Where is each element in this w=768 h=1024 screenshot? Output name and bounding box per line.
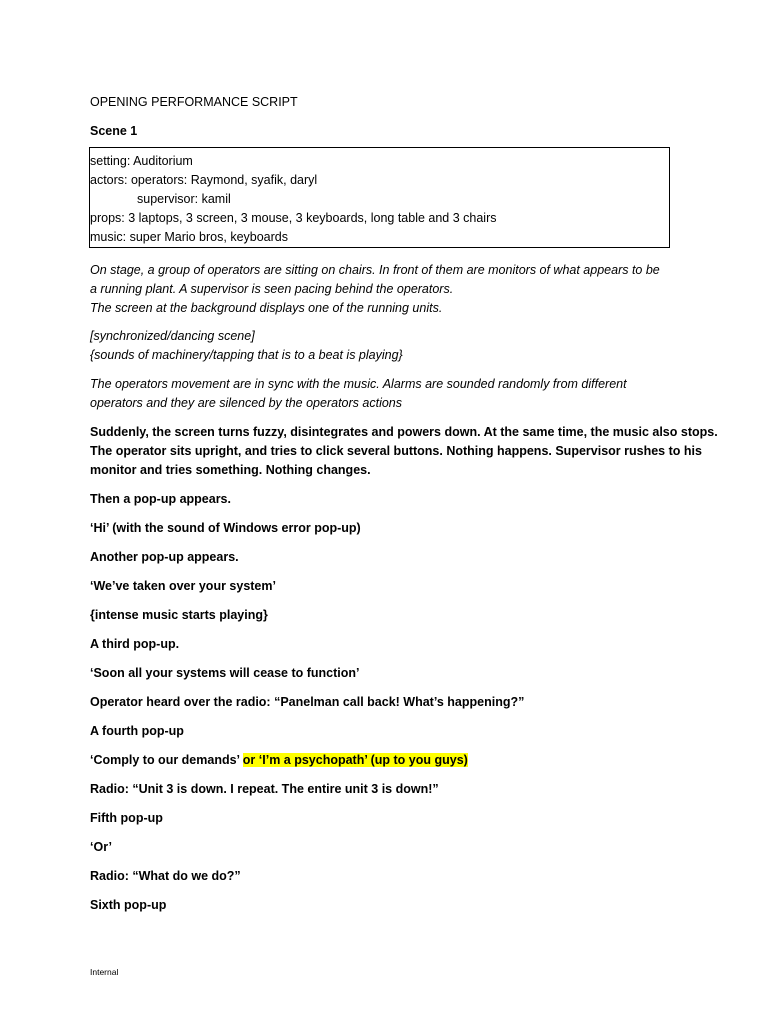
script-line: Radio: “Unit 3 is down. I repeat. The entire unit 3 is down!” xyxy=(90,782,439,796)
document-title: OPENING PERFORMANCE SCRIPT xyxy=(90,95,298,109)
script-line: Operator heard over the radio: “Panelman call back! What’s happening?” xyxy=(90,695,525,709)
stage-direction-line: The screen at the background displays one of the running units. xyxy=(90,301,443,315)
script-line: ‘Or’ xyxy=(90,840,112,854)
stage-direction-line: On stage, a group of operators are sitting on chairs. In front of them are monitors of what appears to be xyxy=(90,263,660,277)
stage-direction-line: {sounds of machinery/tapping that is to a beat is playing} xyxy=(90,348,403,362)
script-line: Fifth pop-up xyxy=(90,811,163,825)
props-line: props: 3 laptops, 3 screen, 3 mouse, 3 keyboards, long table and 3 chairs xyxy=(90,211,497,225)
script-line: A fourth pop-up xyxy=(90,724,184,738)
action-line: The operator sits upright, and tries to click several buttons. Nothing happens. Supervisor rushes to his xyxy=(90,444,702,458)
script-line: A third pop-up. xyxy=(90,637,180,651)
highlighted-text: or ‘I’m a psychopath’ (up to you guys) xyxy=(242,753,468,767)
script-line: Then a pop-up appears. xyxy=(90,492,231,506)
script-line: Radio: “What do we do?” xyxy=(90,869,241,883)
script-line: Sixth pop-up xyxy=(90,898,167,912)
music-line: music: super Mario bros, keyboards xyxy=(90,230,288,244)
scene-info-box xyxy=(89,147,670,248)
script-line-plain: ‘Comply to our demands’ xyxy=(90,753,243,767)
script-line: {intense music starts playing} xyxy=(90,608,268,622)
action-paragraph xyxy=(90,423,718,480)
action-line: monitor and tries something. Nothing changes. xyxy=(90,463,371,477)
supervisor-line: supervisor: kamil xyxy=(137,192,231,206)
script-line-with-highlight xyxy=(90,752,468,768)
footer-classification: Internal xyxy=(90,967,119,977)
script-line: ‘Soon all your systems will cease to function’ xyxy=(90,666,360,680)
stage-direction-sync xyxy=(90,375,690,413)
script-line: ‘Hi’ (with the sound of Windows error pop-up) xyxy=(90,521,361,535)
stage-direction-opening xyxy=(90,261,690,318)
stage-direction-line: operators and they are silenced by the operators actions xyxy=(90,396,402,410)
stage-direction-line: The operators movement are in sync with the music. Alarms are sounded randomly from different xyxy=(90,377,627,391)
actors-line: actors: operators: Raymond, syafik, daryl xyxy=(90,173,318,187)
setting-line: setting: Auditorium xyxy=(90,154,193,168)
script-line: ‘We’ve taken over your system’ xyxy=(90,579,276,593)
action-line: Suddenly, the screen turns fuzzy, disintegrates and powers down. At the same time, the music also stops. xyxy=(90,425,718,439)
script-line: Another pop-up appears. xyxy=(90,550,239,564)
stage-direction-line: [synchronized/dancing scene] xyxy=(90,329,255,343)
stage-direction-dance xyxy=(90,327,690,365)
stage-direction-line: a running plant. A supervisor is seen pacing behind the operators. xyxy=(90,282,454,296)
scene-heading: Scene 1 xyxy=(90,124,138,138)
